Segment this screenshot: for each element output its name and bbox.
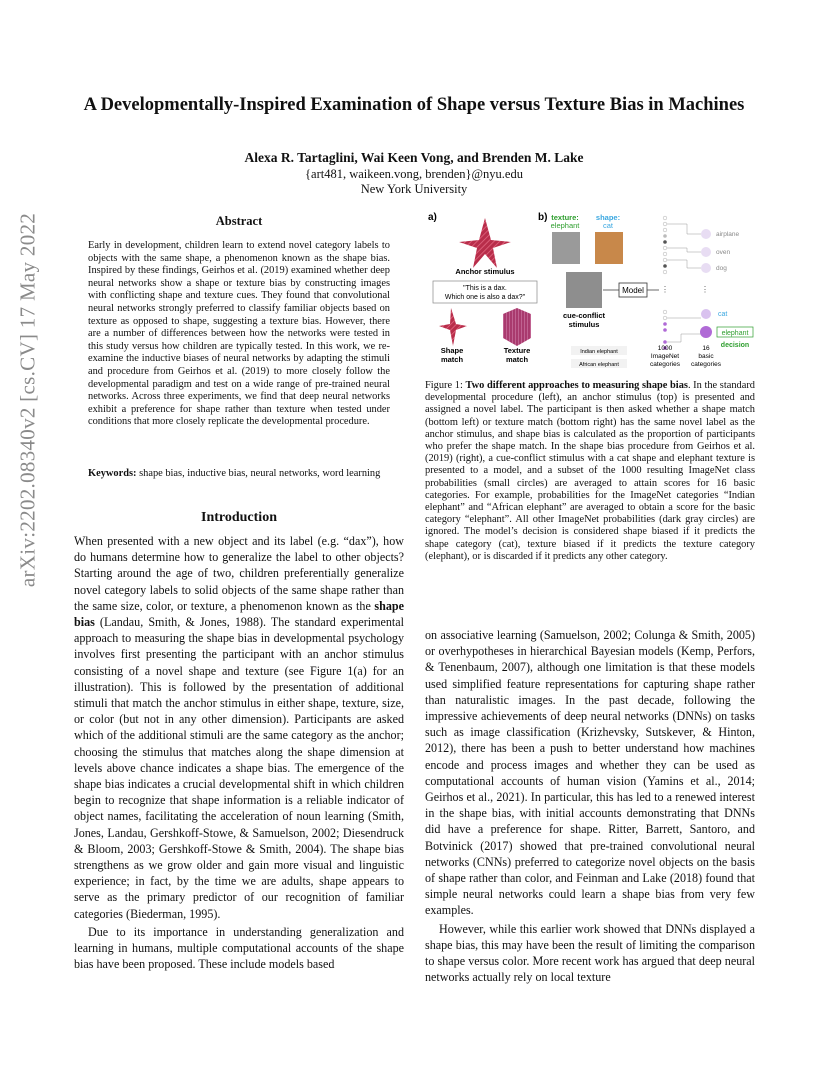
- keywords-label: Keywords:: [88, 468, 137, 479]
- cue-conflict-image: [566, 272, 602, 308]
- texture-match-stimulus: [503, 308, 531, 346]
- abstract-heading: Abstract: [215, 214, 263, 228]
- shape-label-2: cat: [602, 221, 614, 230]
- airplane-circle: [701, 229, 711, 239]
- ellipsis-imagenet: ⋮: [661, 285, 669, 294]
- caption-bold-title: Two different approaches to measuring shape bias: [465, 380, 688, 391]
- dog-circle: [701, 263, 711, 273]
- basic-count: 16: [702, 345, 710, 352]
- indian-elephant-label: Indian elephant: [580, 349, 618, 355]
- texture-label-1: texture:: [551, 213, 579, 222]
- oven-circle: [701, 247, 711, 257]
- speech-line-2: Which one is also a dax?": [444, 294, 526, 301]
- elephant-texture-image: [552, 232, 580, 264]
- intro-paragraph-1: [74, 533, 404, 922]
- introduction-heading: Introduction: [201, 510, 277, 525]
- basic-label: basic: [698, 353, 714, 360]
- intro-p1-b: (Landau, Smith, & Jones, 1988). The standard experimental approach to measuring the shape bias in developmental psychology involves first presenting the participant with an anchor stimulus consisting of a novel shape and texture (see Figure 1(a) for an illustration). This is followed by the presentation of additional stimuli that match the anchor stimulus in either shape, texture, size, or color (but not in any other dimension). Participants are asked which of the additional stimuli are the same category as the anchor; choosing the stimulus that matches along the shape dimension at levels above chance indicates a shape bias. The emergence of the shape bias indicates a crucial developmental shift in which children begin to recognize that shape information is a reliable indicator of object names, facilitating the acceleration of noun learning (Smith, Jones, Landau, Gershkoff-Stowe, & Samuelson, 2002; Diesendruck & Bloom, 2003; Gershkoff-Stowe & Smith, 2004). The shape bias strengthens as we grow older and gain more visual and linguistic experience; in fact, by the time we are adults, shape appears to serve as the primary predictor of our recognition of familiar categories (Biederman, 1995).: [74, 615, 404, 921]
- ellipsis-basic: ⋮: [701, 285, 709, 294]
- class-dog: dog: [716, 265, 727, 272]
- panel-a-label: a): [428, 212, 437, 223]
- imagenet-count: 1000: [657, 345, 673, 352]
- abstract-text: Early in development, children learn to extend novel category labels to objects with the same shape, a phenomenon known as the shape bias. Inspired by these findings, Geirhos et al. (2019) examined whether deep neural networks show a shape or texture bias by constructing images with conflicting shape and texture cues. They found that convolutional neural networks strongly preferred to classify familiar objects based on texture as opposed to shape, suggesting a texture bias. However, there are a number of differences between how the networks were tested in this study versus how children are typically tested. In this work, we re-examine the inductive biases of neural networks by adapting the stimuli and procedure from Geirhos et al. (2019) to more closely follow the developmental paradigm and test on a wide range of pre-trained neural networks. Across three experiments, we find that deep neural networks exhibit a preference for shape rather than texture when tested under conditions that more closely replicate the developmental procedure.: [88, 240, 390, 428]
- model-label: Model: [622, 286, 644, 295]
- imagenet-label: ImageNet: [650, 353, 680, 360]
- intro-p1-a: When presented with a new object and its label (e.g. “dax”), how do humans determine how to generalize the label to other objects? Starting around the age of two, children preferentially generalize novel category labels to solid objects of the same shape rather than the same size, color, or texture, a phenomenon known as the: [74, 534, 404, 613]
- author-emails: {art481, waikeen.vong, brenden}@nyu.edu: [305, 167, 523, 181]
- paper-title: A Developmentally-Inspired Examination of Shape versus Texture Bias in Machines: [83, 95, 745, 115]
- keywords: [88, 468, 390, 481]
- shape-match-stimulus: [439, 308, 467, 346]
- figure-1-diagram: [425, 208, 760, 376]
- keywords-list: shape bias, inductive bias, neural networks, word learning: [139, 468, 381, 479]
- affiliation: [60, 167, 768, 197]
- elephant-circle: [700, 326, 712, 338]
- arxiv-id: arXiv:2202.08340v2 [cs.CV] 17 May 2022: [15, 212, 40, 588]
- shape-bias-term: shape bias: [74, 598, 404, 630]
- caption-text: . In the standard developmental procedure (left), an anchor stimulus (top) is presented and assigned a novel label. The participant is then asked whether a shape match (bottom left) or texture match (bottom right) has the same novel label as the anchor stimulus, and shape bias is calculated as the proportion of participants who prefer the shape match. In the shape bias procedure from Geirhos et al. (2019) (right), a cue-conflict stimulus with a cat shape and elephant texture is presented to a model, and a subset of the 1000 resulting ImageNet class probabilities (small circles) are averaged to attain scores for 16 basic categories. For example, probabilities for the ImageNet categories “Indian elephant” and “African elephant” are averaged to obtain a score for the basic category “elephant”. All other ImageNet probabilities (dark gray circles) are ignored. The model’s decision is considered shape biased if it predicts the shape category (cat), texture biased if it predicts the texture category (elephant), or is discarded if it predicts any other category.: [425, 380, 755, 562]
- speech-line-1: "This is a dax.: [463, 285, 507, 292]
- texture-label-2: elephant: [550, 221, 580, 230]
- african-elephant-label: African elephant: [579, 362, 619, 368]
- shape-label-1: shape:: [595, 213, 621, 222]
- imagenet-probability-circles: [663, 216, 667, 350]
- anchor-stimulus-shape: [459, 218, 511, 268]
- class-airplane: airplane: [716, 231, 740, 238]
- institution: New York University: [360, 182, 468, 196]
- decision-label: decision: [720, 342, 750, 349]
- right-column-body: [425, 627, 755, 985]
- class-oven: oven: [716, 249, 731, 256]
- cue-conflict-label-2: stimulus: [568, 320, 600, 329]
- shape-match-label-2: match: [440, 355, 464, 364]
- imagenet-categories: categories: [650, 361, 680, 368]
- caption-label: Figure 1:: [425, 380, 463, 391]
- intro-paragraph-3: on associative learning (Samuelson, 2002; Colunga & Smith, 2005) or overhypotheses in hierarchical Bayesian models (Kemp, Perfors, & Tenenbaum, 2007), although one limitation is that these models used simplified feature representations for capturing shape rather than naturalistic images. In the past decade, following the impressive achievements of deep neural networks (DNNs) on tasks such as image classification (Krizhevsky, Sutskever, & Hinton, 2012), there has been a push to better understand how machines encode and process images and whether they can be used as computational accounts of human vision (Yamins et al., 2014; Geirhos et al., 2021). In particular, this has led to a renewed interest in the shape bias, with initial accounts demonstrating that DNNs did have a preference for shape. Ritter, Barrett, Santoro, and Botvinick (2017) showed that pre-trained convolutional neural networks (CNNs) preferred to categorize novel objects on the basis of shape rather than color, and Feinman and Lake (2018) found that simple neural networks could learn a shape bias from very few examples.: [425, 628, 755, 918]
- category-connectors: [667, 224, 701, 342]
- class-cat: cat: [718, 311, 728, 318]
- panel-b-label: b): [538, 212, 548, 223]
- figure-1: [425, 208, 760, 376]
- anchor-stimulus-label: Anchor stimulus: [455, 267, 515, 276]
- cat-image: [595, 232, 623, 264]
- texture-match-label-2: match: [505, 355, 529, 364]
- cat-circle: [701, 309, 711, 319]
- intro-paragraph-4: However, while this earlier work showed that DNNs displayed a shape bias, this may have been the result of limiting the comparison to shape versus color. More recent work has argued that deep neural networks actually rely on local texture: [425, 921, 755, 985]
- left-column-body: [74, 533, 404, 972]
- class-elephant: elephant: [721, 330, 749, 337]
- arxiv-sidebar: [8, 40, 48, 760]
- cue-conflict-label-1: cue-conflict: [562, 311, 606, 320]
- author-list: Alexa R. Tartaglini, Wai Keen Vong, and Brenden M. Lake: [244, 150, 584, 165]
- shape-match-label-1: Shape: [440, 346, 464, 355]
- basic-categories: categories: [691, 361, 721, 368]
- figure-1-caption: [425, 380, 755, 563]
- intro-paragraph-2: Due to its importance in understanding generalization and learning in humans, multiple computational accounts of the shape bias have been proposed. These include models based: [74, 924, 404, 972]
- texture-match-label-1: Texture: [503, 346, 531, 355]
